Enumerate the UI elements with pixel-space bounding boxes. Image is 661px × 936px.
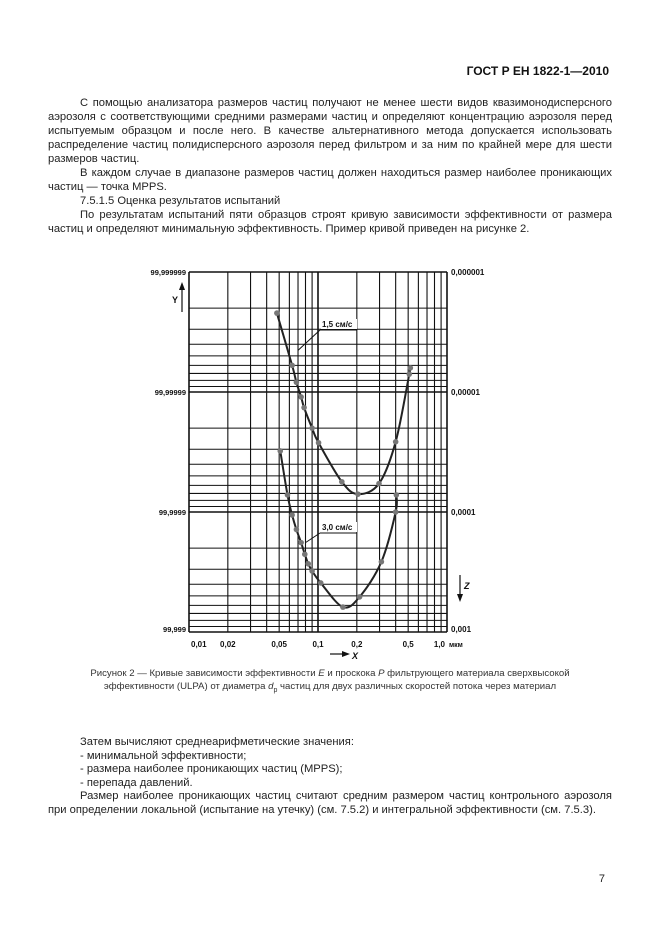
caption-text: фильтрующего материала сверхвысокой: [384, 668, 570, 679]
data-point: [301, 405, 307, 411]
left-tick-label: 99,999: [163, 625, 186, 634]
caption-text: эффективности (ULPA) от диаметра: [103, 681, 269, 692]
body-text-bottom: [48, 736, 612, 817]
x-tick-label: 0,05: [271, 640, 287, 649]
data-point: [305, 561, 311, 567]
data-point: [340, 604, 346, 610]
data-point: [316, 440, 322, 446]
series-label: 1,5 см/с: [322, 320, 353, 329]
paragraph: Размер наиболее проникающих частиц считают средним размером частиц контрольного аэрозоля при определении локальной (испытание на утечку) (см. 7.5.2) и интегральной эффективности (см. 7.5.3).: [48, 790, 612, 816]
data-point: [393, 509, 399, 515]
figure-caption: [30, 667, 630, 697]
data-point: [294, 527, 300, 533]
data-point: [298, 540, 304, 546]
caption-text: и проскока: [324, 668, 379, 679]
z-axis-label: Z: [464, 581, 470, 591]
data-point: [298, 394, 304, 400]
data-point: [285, 492, 291, 498]
series-line: [277, 313, 411, 494]
list-item: - перепада давлений.: [80, 776, 193, 789]
x-tick-label: 0,02: [220, 640, 236, 649]
left-tick-label: 99,999999: [150, 268, 186, 277]
data-point: [294, 379, 300, 385]
right-tick-label: 0,0001: [451, 508, 476, 517]
caption-subscript: p: [273, 686, 278, 694]
data-point: [309, 425, 315, 431]
paragraph: С помощью анализатора размеров частиц получают не менее шести видов квазимонодисперсного аэрозоля с соответствующими средними размерами частиц и определяют концентрацию аэрозоля перед испытуемым образцом и после него. В качестве альтернативного метода допускается использовать распределение частиц полидисперсного аэрозоля перед фильтром и за ним по крайней мере для шести размеров частиц.: [48, 97, 612, 165]
list-item: - минимальной эффективности;: [80, 749, 247, 762]
data-point: [394, 492, 400, 498]
x-axis-arrowhead: [342, 651, 350, 657]
series-label-leader: [298, 330, 320, 350]
data-point: [406, 371, 412, 377]
x-tick-label: 0,5: [402, 640, 414, 649]
y-axis-arrowhead: [179, 282, 185, 290]
caption-symbol: E: [318, 668, 325, 679]
caption-symbol: d: [268, 681, 274, 692]
right-tick-label: 0,000001: [451, 268, 485, 277]
x-unit-label: мкм: [449, 642, 463, 649]
data-point: [408, 365, 414, 371]
section-heading: 7.5.1.5 Оценка результатов испытаний: [80, 195, 281, 207]
data-point: [302, 551, 308, 557]
caption-text: частиц для двух различных скоростей потока через материал: [277, 681, 557, 692]
data-point: [318, 580, 324, 586]
data-point: [274, 310, 280, 316]
data-point: [339, 479, 345, 485]
data-point: [393, 439, 399, 445]
paragraph: По результатам испытаний пяти образцов строят кривую зависимости эффективности от размера частиц и определяют минимальную эффективность. Пример кривой приведен на рисунке 2.: [48, 209, 612, 235]
data-point: [289, 363, 295, 369]
series-label: 3,0 см/с: [322, 523, 353, 532]
left-tick-label: 99,9999: [158, 508, 186, 517]
right-tick-label: 0,001: [451, 625, 472, 634]
data-point: [357, 594, 363, 600]
page-number: 7: [598, 873, 605, 885]
data-point: [277, 448, 283, 454]
data-point: [376, 481, 382, 487]
data-point: [289, 512, 295, 518]
left-tick-label: 99,99999: [154, 388, 186, 397]
right-tick-label: 0,00001: [451, 388, 480, 397]
list-item: - размера наиболее проникающих частиц (MPPS);: [80, 763, 343, 775]
x-tick-label: 0,2: [351, 640, 363, 649]
x-tick-label: 1,0: [433, 640, 445, 649]
paragraph: В каждом случае в диапазоне размеров частиц должен находиться размер наиболее проникающих частиц — точка MPPS.: [48, 167, 612, 193]
data-point: [309, 568, 315, 574]
y-axis-label: Y: [172, 295, 179, 305]
x-axis-label: X: [352, 651, 359, 661]
x-tick-label: 0,01: [191, 640, 207, 649]
caption-symbol: P: [378, 668, 385, 679]
data-point: [355, 491, 361, 497]
z-axis-arrowhead: [457, 594, 463, 602]
x-tick-label: 0,1: [312, 640, 324, 649]
data-point: [379, 559, 385, 565]
paragraph: Затем вычисляют среднеарифметические значения:: [80, 736, 354, 748]
caption-text: Рисунок 2 — Кривые зависимости эффективности: [90, 668, 319, 679]
standard-header: ГОСТ Р ЕН 1822-1—2010: [466, 64, 609, 78]
